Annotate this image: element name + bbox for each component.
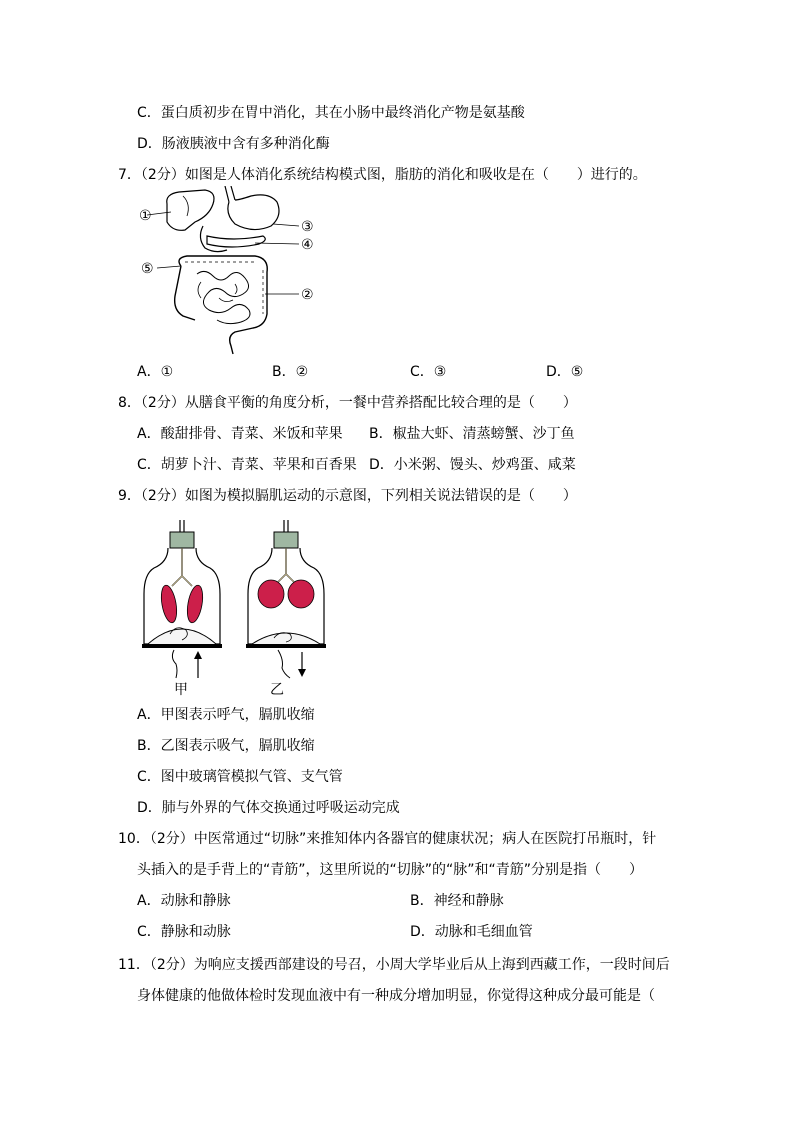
label-1: ① [139, 208, 152, 224]
bell-jar-jia [142, 520, 222, 678]
bell-jar-yi [246, 520, 326, 678]
q11-stem-line2: 身体健康的他做体检时发现血液中有一种成分增加明显，你觉得这种成分最可能是（ [137, 988, 655, 1004]
q10-stem-line1: 10．（2分）中医常通过“切脉”来推知体内各器官的健康状况；病人在医院打吊瓶时，针 [118, 831, 657, 847]
large-intestine-shape [175, 256, 268, 354]
q10-option-a: A．动脉和静脉 [137, 893, 231, 909]
q7-option-b: B．② [272, 364, 309, 380]
hand-yi [278, 650, 290, 678]
q10-option-d: D．动脉和毛细血管 [410, 924, 533, 940]
stopper-yi [274, 532, 298, 548]
q8-option-c: C．胡萝卜汁、青菜、苹果和百香果 [137, 457, 357, 473]
hand-jia [172, 650, 177, 678]
liver-shape [167, 190, 214, 230]
q9-option-c: C．图中玻璃管模拟气管、支气管 [137, 769, 343, 785]
label-5: ⑤ [141, 261, 154, 277]
lung-left-jia [159, 584, 179, 624]
q8-option-b: B．椒盐大虾、清蒸螃蟹、沙丁鱼 [369, 426, 575, 442]
pancreas-shape [207, 236, 265, 247]
label-4: ④ [301, 237, 314, 253]
q9-stem: 9．（2分）如图为模拟膈肌运动的示意图，下列相关说法错误的是（ ） [118, 488, 577, 504]
stopper-jia [170, 532, 194, 548]
label-2: ② [301, 287, 314, 303]
q9-option-b: B．乙图表示吸气，膈肌收缩 [137, 738, 315, 754]
q8-stem: 8．（2分）从膳食平衡的角度分析，一餐中营养搭配比较合理的是（ ） [118, 395, 577, 411]
fig-label-yi: 乙 [270, 682, 284, 698]
q7-stem: 7．（2分）如图是人体消化系统结构模式图，脂肪的消化和吸收是在（ ）进行的。 [118, 167, 647, 183]
q8-option-a: A．酸甜排骨、青菜、米饭和苹果 [137, 426, 343, 442]
diaphragm-model-diagram [140, 518, 350, 698]
q8-option-d: D．小米粥、馒头、炒鸡蛋、咸菜 [369, 457, 576, 473]
q6-option-c: C．蛋白质初步在胃中消化，其在小肠中最终消化产物是氨基酸 [137, 105, 525, 121]
diaphragm-membrane-jia [148, 629, 216, 644]
lung-right-jia [185, 584, 205, 624]
stomach-shape [228, 195, 279, 230]
q7-option-c: C．③ [410, 364, 447, 380]
fig-label-jia: 甲 [174, 682, 188, 698]
q10-option-c: C．静脉和动脉 [137, 924, 231, 940]
lung-left-yi [258, 580, 284, 608]
q9-option-d: D．肺与外界的气体交换通过呼吸运动完成 [137, 800, 400, 816]
q10-option-b: B．神经和静脉 [410, 893, 504, 909]
digestive-system-diagram [135, 186, 335, 356]
q7-option-d: D．⑤ [546, 364, 584, 380]
diaphragm-membrane-yi [252, 633, 320, 644]
q7-option-a: A．① [137, 364, 174, 380]
q9-option-a: A．甲图表示呼气，膈肌收缩 [137, 707, 315, 723]
small-intestine-shape [197, 271, 250, 323]
q6-option-d: D．肠液胰液中含有多种消化酶 [137, 136, 330, 152]
label-3: ③ [301, 219, 314, 235]
lung-right-yi [288, 580, 314, 608]
q10-stem-line2: 头插入的是手背上的“青筋”，这里所说的“切脉”的“脉”和“青筋”分别是指（ ） [137, 862, 644, 878]
q11-stem-line1: 11．（2分）为响应支援西部建设的号召，小周大学毕业后从上海到西藏工作，一段时间后 [118, 957, 670, 973]
